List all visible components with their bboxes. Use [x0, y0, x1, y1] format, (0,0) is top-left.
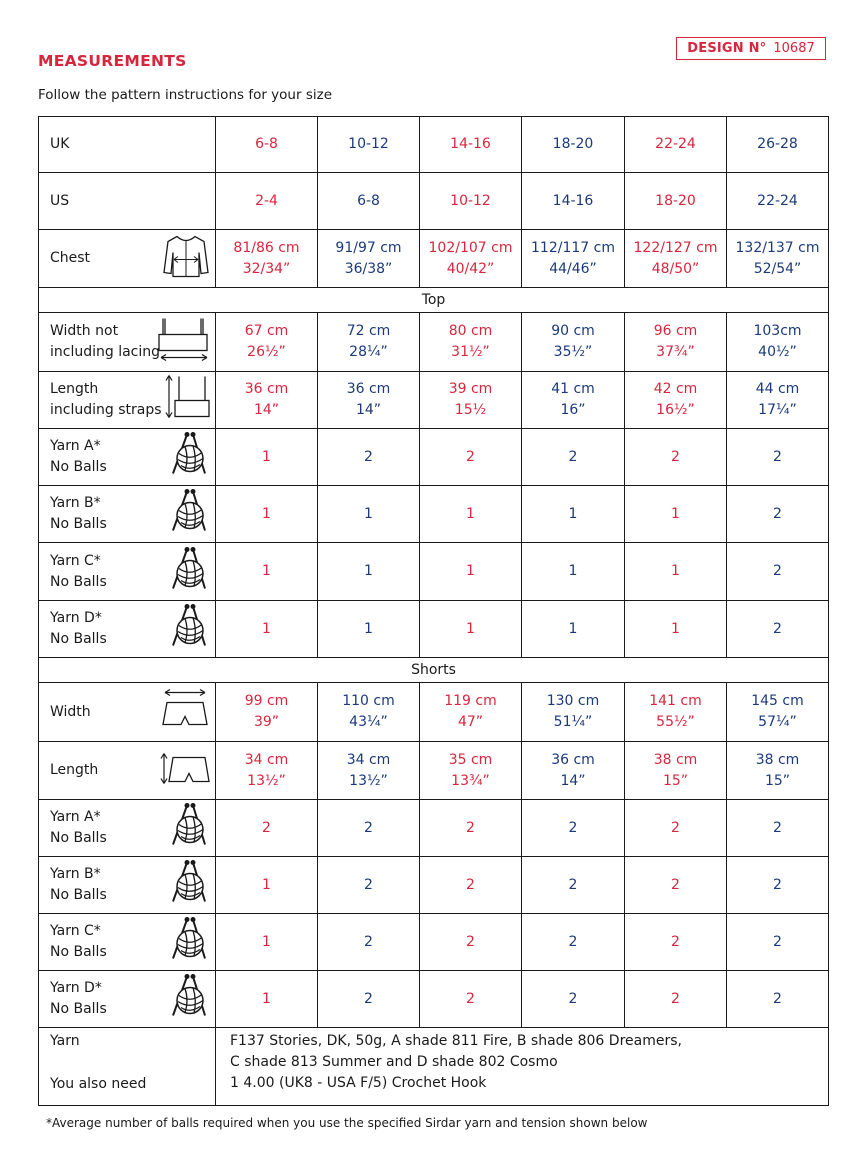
- shorts-yarn-balls-cell: 2: [420, 971, 522, 1028]
- shorts-yarn-label-cell: [39, 971, 216, 1028]
- shorts-width-cm: 145 cm: [751, 693, 804, 709]
- us-size-cell: 22-24: [727, 173, 829, 230]
- top-yarn-balls-cell: 1: [216, 429, 318, 486]
- top-width-cell: [727, 313, 829, 372]
- shorts-length-inches: 13¾”: [451, 772, 490, 789]
- balls-label: No Balls: [50, 887, 107, 903]
- shorts-length-cm: 35 cm: [448, 751, 493, 768]
- shorts-yarn-balls-cell: 2: [727, 800, 829, 857]
- yarn-label: Yarn C*: [50, 923, 101, 939]
- top-width-inches: 35½”: [553, 344, 593, 360]
- shorts-length-cm: 34 cm: [244, 751, 289, 768]
- chest-row: [39, 230, 829, 288]
- shorts-width-cm: 141 cm: [649, 693, 702, 709]
- shorts-yarn-balls-cell: 1: [216, 971, 318, 1028]
- top-yarn-balls-cell: 1: [625, 543, 727, 601]
- shorts-width-inches: 55½”: [656, 714, 695, 730]
- top-length-cell: [625, 372, 727, 429]
- chest-cell: [420, 230, 522, 288]
- shorts-width-cell: [625, 683, 727, 742]
- top-width-inches: 37¾”: [656, 344, 695, 360]
- uk-label-cell: [39, 117, 216, 173]
- shorts-heading: Shorts: [39, 658, 829, 683]
- shorts-length-cell: [522, 742, 625, 800]
- us-label-cell: [39, 173, 216, 230]
- shorts-yarn-row: [39, 971, 829, 1028]
- design-label: DESIGN N°: [687, 41, 767, 56]
- top-yarn-balls-cell: 1: [625, 486, 727, 543]
- shorts-width-inches: 39”: [253, 714, 280, 730]
- top-width-inches: 31½”: [451, 344, 490, 360]
- shorts-yarn-balls-cell: 2: [727, 914, 829, 971]
- top-yarn-balls-cell: 1: [420, 486, 522, 543]
- shorts-width-cell: [318, 683, 420, 742]
- page-title: MEASUREMENTS: [38, 52, 187, 70]
- footnote: *Average number of balls required when you use the specified Sirdar yarn and tension shown below: [46, 1116, 648, 1130]
- shorts-length-inches: 14”: [560, 772, 586, 789]
- yarn-label: Yarn D*: [50, 980, 102, 996]
- top-length-inches: 15½: [454, 402, 487, 418]
- top-length-cm: 36 cm: [346, 381, 391, 397]
- top-yarn-row: [39, 429, 829, 486]
- top-heading: Top: [39, 288, 829, 313]
- top-length-cell: [216, 372, 318, 429]
- us-label: US: [50, 192, 70, 209]
- top-yarn-row: [39, 601, 829, 658]
- top-yarn-balls-cell: 1: [522, 486, 625, 543]
- shorts-yarn-label-cell: [39, 800, 216, 857]
- shorts-yarn-row: [39, 857, 829, 914]
- top-yarn-balls-cell: 1: [318, 486, 420, 543]
- yarn-info-row: [39, 1028, 829, 1106]
- uk-size-cell: 26-28: [727, 117, 829, 173]
- top-width-cm: 72 cm: [346, 323, 391, 339]
- chest-inches: 48/50”: [651, 260, 700, 277]
- shorts-yarn-balls-cell: 2: [625, 800, 727, 857]
- top-yarn-balls-cell: 1: [216, 601, 318, 658]
- top-width-cell: [522, 313, 625, 372]
- chest-cm: 81/86 cm: [233, 239, 300, 256]
- shorts-yarn-balls-cell: 2: [625, 971, 727, 1028]
- balls-label: No Balls: [50, 830, 107, 846]
- top-length-cm: 36 cm: [244, 381, 289, 397]
- shorts-length-cm: 36 cm: [551, 751, 595, 768]
- shorts-yarn-label-cell: [39, 914, 216, 971]
- us-size-cell: 2-4: [216, 173, 318, 230]
- chest-inches: 52/54”: [753, 260, 802, 277]
- shorts-yarn-balls-cell: 2: [522, 914, 625, 971]
- shorts-length-row: [39, 742, 829, 800]
- top-width-cm: 67 cm: [244, 323, 289, 339]
- top-yarn-balls-cell: 1: [318, 601, 420, 658]
- top-width-cm: 103cm: [753, 323, 802, 339]
- top-yarn-balls-cell: 2: [727, 543, 829, 601]
- top-width-label-cell: [39, 313, 216, 372]
- balls-label: No Balls: [50, 516, 107, 532]
- top-length-label: Length: [50, 381, 99, 397]
- top-width-cell: [625, 313, 727, 372]
- shorts-length-cell: [420, 742, 522, 800]
- balls-label: No Balls: [50, 459, 107, 475]
- shorts-length-inches: 13½”: [349, 772, 388, 789]
- top-length-cell: [522, 372, 625, 429]
- top-yarn-balls-cell: 1: [420, 543, 522, 601]
- top-yarn-balls-cell: 1: [318, 543, 420, 601]
- balls-label: No Balls: [50, 944, 107, 960]
- chest-cell: [318, 230, 420, 288]
- chest-cm: 102/107 cm: [428, 239, 513, 256]
- uk-size-cell: 14-16: [420, 117, 522, 173]
- top-yarn-label-cell: [39, 543, 216, 601]
- shorts-width-cell: [216, 683, 318, 742]
- yarn-info-text: [216, 1028, 829, 1106]
- design-number-box: [676, 37, 826, 60]
- shorts-length-inches: 15”: [764, 772, 791, 789]
- top-length-inches: 16”: [560, 402, 586, 418]
- shorts-yarn-balls-cell: 1: [216, 857, 318, 914]
- top-section-row: [39, 288, 829, 313]
- yarn-label: Yarn C*: [50, 552, 101, 569]
- top-yarn-balls-cell: 1: [522, 543, 625, 601]
- measurements-table: [38, 116, 829, 1106]
- top-length-label-cell: [39, 372, 216, 429]
- top-length-cm: 41 cm: [551, 381, 595, 397]
- shorts-length-cm: 38 cm: [653, 751, 698, 768]
- top-length-cell: [420, 372, 522, 429]
- shorts-yarn-balls-cell: 2: [420, 800, 522, 857]
- uk-size-cell: 10-12: [318, 117, 420, 173]
- yarn-label: Yarn D*: [50, 610, 102, 626]
- shorts-length-inches: 13½”: [247, 772, 286, 789]
- shorts-length-cell: [216, 742, 318, 800]
- yarn-info-label: Yarn: [50, 1033, 80, 1049]
- shorts-yarn-balls-cell: 2: [727, 971, 829, 1028]
- shorts-width-cm: 119 cm: [444, 693, 497, 709]
- shorts-length-label-cell: [39, 742, 216, 800]
- top-length-inches: 16½”: [656, 402, 695, 418]
- chest-label-cell: [39, 230, 216, 288]
- chest-inches: 32/34”: [242, 260, 291, 277]
- shorts-width-cm: 130 cm: [546, 693, 600, 709]
- top-yarn-balls-cell: 2: [727, 601, 829, 658]
- shorts-yarn-balls-cell: 2: [522, 857, 625, 914]
- yarn-label: Yarn A*: [50, 438, 101, 454]
- shorts-width-inches: 51¼”: [553, 714, 593, 730]
- top-width-cell: [420, 313, 522, 372]
- shorts-yarn-balls-cell: 2: [318, 800, 420, 857]
- top-width-label-2: including lacing: [50, 344, 161, 360]
- top-yarn-balls-cell: 1: [625, 601, 727, 658]
- top-length-inches: 14”: [253, 402, 280, 418]
- top-length-cm: 39 cm: [448, 381, 493, 397]
- shorts-length-cm: 38 cm: [755, 751, 800, 768]
- top-length-cell: [318, 372, 420, 429]
- top-yarn-row: [39, 543, 829, 601]
- chest-cm: 122/127 cm: [633, 239, 718, 256]
- yarn-label: Yarn A*: [50, 809, 101, 825]
- top-width-cm: 96 cm: [653, 323, 698, 339]
- yarn-info-labels: [39, 1028, 216, 1106]
- uk-size-cell: 22-24: [625, 117, 727, 173]
- shorts-width-inches: 47”: [457, 714, 484, 730]
- us-row: [39, 173, 829, 230]
- top-yarn-balls-cell: 1: [420, 601, 522, 658]
- shorts-yarn-balls-cell: 2: [420, 857, 522, 914]
- chest-cm: 132/137 cm: [735, 239, 820, 256]
- balls-label: No Balls: [50, 1001, 107, 1017]
- top-yarn-label-cell: [39, 429, 216, 486]
- top-length-cm: 42 cm: [653, 381, 698, 397]
- uk-size-cell: 18-20: [522, 117, 625, 173]
- shorts-length-cm: 34 cm: [346, 751, 391, 768]
- us-size-cell: 10-12: [420, 173, 522, 230]
- top-width-cell: [318, 313, 420, 372]
- top-yarn-balls-cell: 2: [522, 429, 625, 486]
- top-yarn-label-cell: [39, 601, 216, 658]
- shorts-width-label-cell: [39, 683, 216, 742]
- shorts-width-cell: [727, 683, 829, 742]
- chest-cell: [522, 230, 625, 288]
- uk-size-cell: 6-8: [216, 117, 318, 173]
- top-width-row: [39, 313, 829, 372]
- chest-inches: 36/38”: [344, 260, 393, 277]
- top-yarn-balls-cell: 2: [318, 429, 420, 486]
- us-size-cell: 18-20: [625, 173, 727, 230]
- top-yarn-label-cell: [39, 486, 216, 543]
- shorts-yarn-balls-cell: 2: [625, 857, 727, 914]
- top-length-row: [39, 372, 829, 429]
- shorts-yarn-balls-cell: 2: [318, 914, 420, 971]
- balls-label: No Balls: [50, 631, 107, 647]
- shorts-yarn-balls-cell: 2: [420, 914, 522, 971]
- shorts-length-inches: 15”: [662, 772, 689, 789]
- shorts-width-cm: 99 cm: [244, 693, 289, 709]
- also-need-label: You also need: [50, 1076, 147, 1092]
- shorts-yarn-balls-cell: 2: [318, 971, 420, 1028]
- top-width-inches: 26½”: [247, 344, 286, 360]
- chest-cell: [727, 230, 829, 288]
- chest-cm: 91/97 cm: [335, 239, 402, 256]
- shorts-yarn-balls-cell: 2: [522, 971, 625, 1028]
- shorts-yarn-balls-cell: 2: [625, 914, 727, 971]
- shorts-yarn-balls-cell: 1: [216, 914, 318, 971]
- top-width-cm: 80 cm: [448, 323, 493, 339]
- top-length-label-2: including straps: [50, 402, 162, 418]
- chest-cm: 112/117 cm: [531, 239, 615, 256]
- top-length-inches: 14”: [355, 402, 382, 418]
- top-width-cell: [216, 313, 318, 372]
- balls-label: No Balls: [50, 573, 107, 590]
- us-size-cell: 6-8: [318, 173, 420, 230]
- shorts-width-row: [39, 683, 829, 742]
- shorts-section-row: [39, 658, 829, 683]
- shorts-yarn-row: [39, 914, 829, 971]
- shorts-length-cell: [318, 742, 420, 800]
- yarn-label: Yarn B*: [50, 866, 101, 882]
- shorts-width-cell: [522, 683, 625, 742]
- shorts-width-cm: 110 cm: [342, 693, 395, 709]
- also-need-text: 1 4.00 (UK8 - USA F/5) Crochet Hook: [230, 1075, 487, 1091]
- top-width-inches: 28¼”: [349, 344, 388, 360]
- chest-label: Chest: [50, 250, 91, 266]
- top-width-label: Width not: [50, 323, 119, 339]
- shorts-yarn-label-cell: [39, 857, 216, 914]
- top-yarn-balls-cell: 1: [522, 601, 625, 658]
- shorts-length-cell: [727, 742, 829, 800]
- shorts-yarn-balls-cell: 2: [727, 857, 829, 914]
- subtitle: Follow the pattern instructions for your size: [38, 87, 333, 103]
- uk-label: UK: [50, 136, 70, 152]
- top-width-cm: 90 cm: [551, 323, 595, 339]
- shorts-yarn-balls-cell: 2: [318, 857, 420, 914]
- top-yarn-row: [39, 486, 829, 543]
- yarn-info-line2: C shade 813 Summer and D shade 802 Cosmo: [230, 1054, 558, 1070]
- top-length-cell: [727, 372, 829, 429]
- top-yarn-balls-cell: 2: [727, 486, 829, 543]
- top-yarn-balls-cell: 1: [216, 486, 318, 543]
- shorts-width-inches: 57¼”: [758, 714, 797, 730]
- shorts-yarn-row: [39, 800, 829, 857]
- chest-cell: [216, 230, 318, 288]
- chest-cell: [625, 230, 727, 288]
- chest-inches: 40/42”: [446, 260, 495, 277]
- shorts-width-inches: 43¼”: [349, 714, 388, 730]
- shorts-yarn-balls-cell: 2: [522, 800, 625, 857]
- yarn-info-line1: F137 Stories, DK, 50g, A shade 811 Fire, B shade 806 Dreamers,: [230, 1033, 682, 1049]
- uk-row: [39, 117, 829, 173]
- top-length-inches: 17¼”: [758, 402, 797, 418]
- top-yarn-balls-cell: 2: [727, 429, 829, 486]
- shorts-length-cell: [625, 742, 727, 800]
- top-yarn-balls-cell: 1: [216, 543, 318, 601]
- shorts-width-cell: [420, 683, 522, 742]
- top-length-cm: 44 cm: [755, 381, 800, 397]
- top-width-inches: 40½”: [758, 344, 797, 360]
- chest-inches: 44/46”: [549, 260, 597, 277]
- yarn-label: Yarn B*: [50, 495, 101, 511]
- top-yarn-balls-cell: 2: [420, 429, 522, 486]
- shorts-length-label: Length: [50, 762, 99, 778]
- shorts-yarn-balls-cell: 2: [216, 800, 318, 857]
- us-size-cell: 14-16: [522, 173, 625, 230]
- top-yarn-balls-cell: 2: [625, 429, 727, 486]
- design-number: 10687: [773, 41, 815, 56]
- shorts-width-label: Width: [50, 703, 91, 720]
